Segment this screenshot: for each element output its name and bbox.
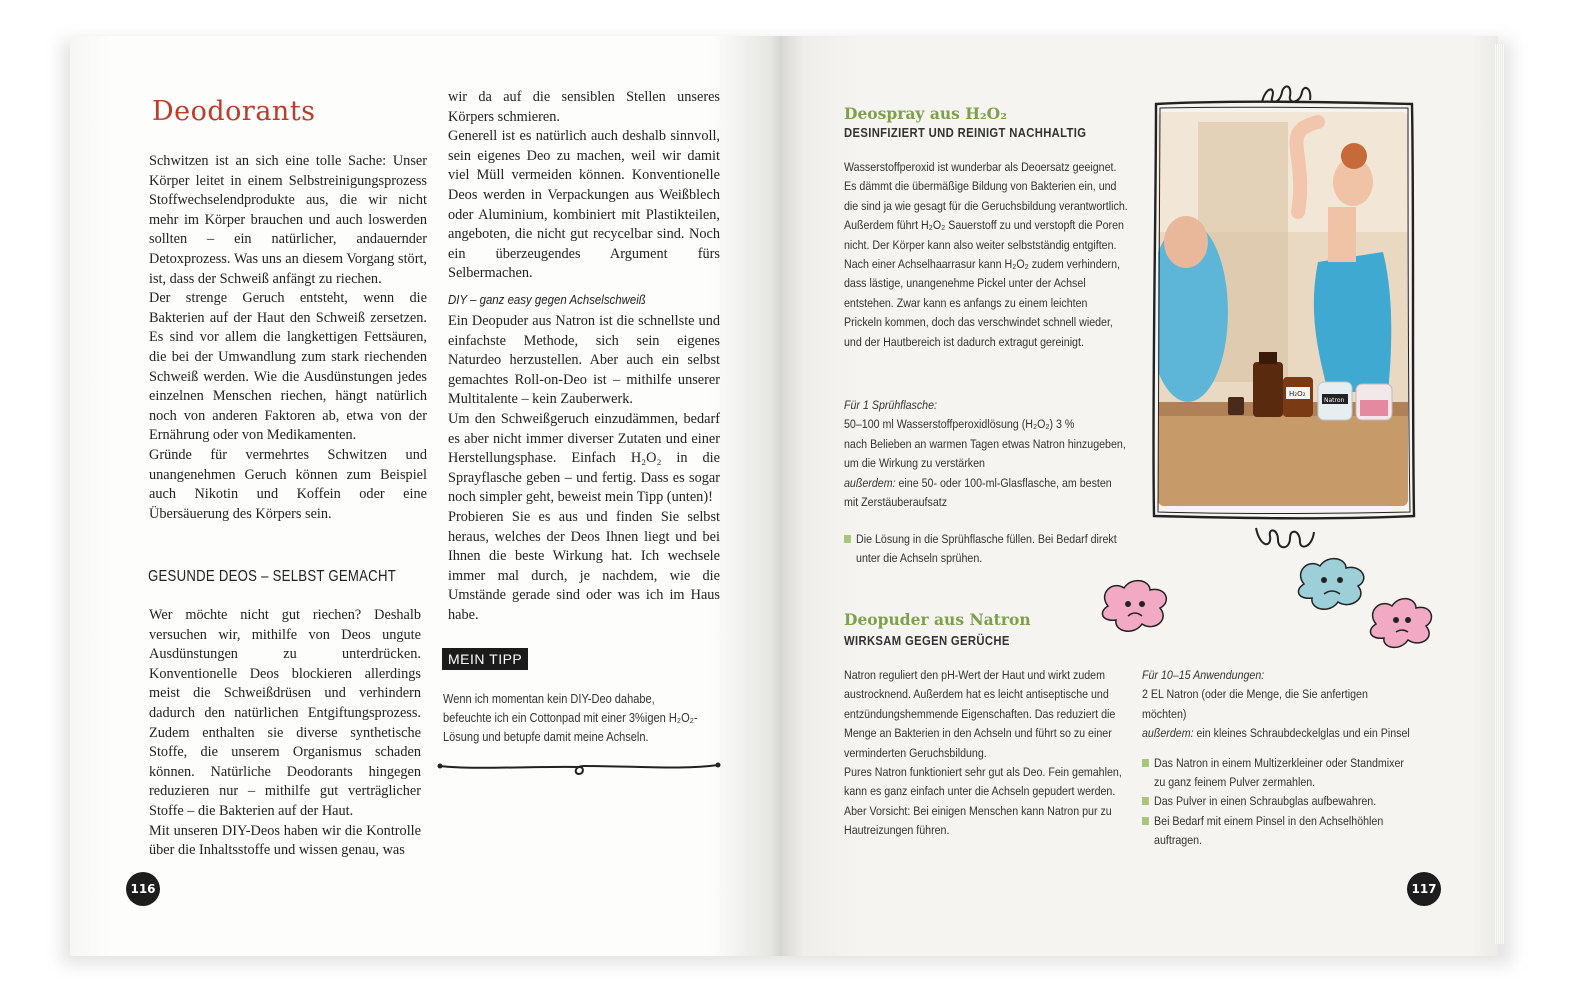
bottle-label: H₂O₂ [1289,390,1306,398]
frame-curl-top-icon [1258,82,1318,104]
bullet-square-icon [1142,797,1149,805]
paragraph: Pures Natron funktioniert sehr gut als Deo. Fein gemahlen, kann es ganz einfach unter die Achseln gepudert werden. Aber Vorsicht: Bei einigen Menschen kann Natron pur zu Hautreizungen führen. [844,765,1122,838]
paragraph: Generell ist es natürlich auch deshalb sinnvoll, sein eigenes Deo zu machen, weil wir damit viel Müll vermeiden können. Konventionelle Deos werden in Verpackungen aus Weißblech oder Aluminium, kombiniert mit Plastikteilen, angeboten, die nicht gut recycelbar sind. Noch ein überzeugendes Argument fürs Selbermachen. [448,128,720,282]
deospray-body [844,158,1128,352]
section-title-deopuder: Deopuder aus Natron [844,610,1031,629]
deospray-step [844,530,1128,569]
step-text: Das Pulver in einen Schraubglas aufbewahren. [1154,794,1377,809]
step-text: Die Lösung in die Sprühflasche füllen. Bei Bedarf direkt unter die Achseln sprühen. [856,532,1117,566]
section-subheading: GESUNDE DEOS – SELBST GEMACHT [148,568,397,585]
ingredient: nach Belieben an warmen Tagen etwas Natron hinzugeben, um die Wirkung zu verstärken [844,436,1126,471]
frame-curl-bottom-icon [1252,524,1318,554]
page-number-right: 117 [1407,872,1441,906]
extra-text: ein kleines Schraubdeckelglas und ein Pinsel [1196,726,1410,741]
bullet-square-icon [1142,817,1149,825]
paragraph: Ein Deopuder aus Natron ist die schnellste und einfachste Methode, sich sein eigenes Naturdeo herzustellen. Aber auch ein selbst gemachtes Roll-on-Deo ist – mithilfe unserer Multitalente – kein Zauberwerk. [448,313,720,408]
jar-label: Natron [1324,397,1345,404]
paragraph: Um den Schweißgeruch einzudämmen, bedarf es aber nicht immer diverser Zutaten und einer Herstellungsphase. Einfach H₂O₂ in die Sprayflasche geben – und fertig. Dass es sogar noch simpler geht, beweist mein Tipp (unten)! [448,410,720,506]
paragraph: wir da auf die sensiblen Stellen unseres Körpers schmieren. [448,89,720,125]
ingredients-heading: Für 1 Sprühflasche: [844,398,938,412]
extra-line [844,474,1128,513]
paragraph: Wasserstoffperoxid ist wunderbar als Deoersatz geeignet. Es dämmt die übermäßige Bildung von Bakterien ein, und die sind ja wie gesagt für die Geruchsbildung verantwortlich. Außerdem führt H₂O₂ Sauerstoff zu und verstopft die Poren nicht. Der Körper kann also weiter selbstständig entgiften. [844,160,1128,252]
column-2-top [448,88,720,284]
column-1-deos [149,606,421,861]
diy-heading: DIY – ganz easy gegen Achselschweiß [448,292,646,307]
decorative-swirl [434,752,724,780]
deopuder-body [844,666,1124,841]
extra-text: eine 50- oder 100-ml-Glasflasche, am besten mit Zerstäuberaufsatz [844,475,1112,510]
paragraph: Wer möchte nicht gut riechen? Deshalb versuchen wir, mithilfe von Deos ungute Ausdünstungen zu unterdrücken. Konventionelle Deos blockieren allerdings meist die Schweißdrüsen und verhindern dadurch den natürlichen Entgiftungsprozess. Zudem enthalten sie diverse synthetische Stoffe, die unserem Organismus schaden können. Natürliche Deodorants hingegen reduzieren nur – mithilfe gut verträglicher Stoffe – die Bakterien auf der Haut. [149,607,421,819]
extra-line [1142,724,1414,743]
deospray-ingredients [844,396,1128,512]
extra-label: außerdem: [1142,726,1194,741]
section-title-deospray: Deospray aus H₂O₂ [844,104,1007,123]
tip-badge: MEIN TIPP [442,648,528,670]
page-number-left: 116 [126,872,160,906]
section-subtitle-deopuder: WIRKSAM GEGEN GERÜCHE [844,634,1010,648]
column-2-diy [448,312,720,626]
step-text: Bei Bedarf mit einem Pinsel in den Achselhöhlen auftragen. [1154,813,1384,848]
paragraph: Nach einer Achselhaarrasur kann H₂O₂ zudem verhindern, dass lästige, unangenehme Pickel unter der Achsel entstehen. Zwar kann es anfangs zu einem leichten Prickeln kommen, doch das verschwindet schnell wieder, und der Hautbereich ist dadurch extragut gereinigt. [844,257,1120,349]
step-text: Das Natron in einem Multizerkleiner oder Standmixer zu ganz feinem Pulver zermahlen. [1154,755,1404,790]
column-1-intro [149,152,427,524]
hand-drawn-frame-icon [1150,96,1418,524]
bullet-square-icon [844,535,851,543]
bacteria-pink-small-icon [1366,594,1438,652]
ingredient: 2 EL Natron (oder die Menge, die Sie anfertigen möchten) [1142,687,1368,721]
paragraph: Der strenge Geruch entsteht, wenn die Bakterien auf der Haut den Schweiß zersetzen. Es sind vor allem die langkettigen Fettsäuren, die bei der Umwandlung zum stark riechenden Schweiß werden. Wie die Ausdünstungen jedes einzelnen Menschen riechen, hängt natürlich noch von anderen Faktoren ab, etwa von der Ernährung oder von Medikamenten. [149,290,427,444]
step-item [1142,754,1414,793]
paragraph: Natron reguliert den pH-Wert der Haut und wirkt zudem austrocknend. Außerdem hat es leicht antiseptische und entzündungshemmende Eigenschaften. Das reduziert die Menge an Bakterien in den Achseln und führt so zu einer verminderten Geruchsbildung. [844,668,1116,760]
ingredient: 50–100 ml Wasserstoffperoxidlösung (H₂O₂) 3 % [844,417,1075,432]
deopuder-ingredients [1142,666,1414,851]
page-title: Deodorants [152,96,316,127]
step-item [1142,812,1414,851]
extra-label: außerdem: [844,475,896,490]
bacteria-blue-icon [1294,554,1372,614]
tip-text: Wenn ich momentan kein DIY-Deo dahabe, befeuchte ich ein Cottonpad mit einer 3%igen H₂O₂-Lösung und betupfe damit meine Achseln. [443,692,698,744]
page-edge [1494,44,1504,944]
paragraph: Schwitzen ist an sich eine tolle Sache: Unser Körper leitet in einem Selbstreinigungsprozess Stoffwechselendprodukte aus, die wir nicht mehr im Körper brauchen und auch loswerden sollten – ein natürlicher, andauernder Detoxprozess. Was uns an diesem Vorgang stört, ist, dass der Schweiß anfängt zu riechen. [149,153,427,287]
paragraph: Gründe für vermehrtes Schwitzen und unangenehmen Geruch können zum Beispiel auch Nikotin und Koffein oder eine Übersäuerung des Körpers sein. [149,446,427,522]
section-subtitle-deospray: DESINFIZIERT UND REINIGT NACHHALTIG [844,126,1087,140]
bullet-square-icon [1142,759,1149,767]
step-item [1142,792,1414,811]
paragraph: Probieren Sie es aus und finden Sie selbst heraus, welches der Deos Ihnen liegt und bei Ihnen die beste Wirkung hat. Ich wechsele immer mal durch, je nachdem, wie die Umstände gerade sind oder was ich im Haus habe. [448,508,720,623]
ingredients-heading: Für 10–15 Anwendungen: [1142,668,1265,682]
bacteria-pink-icon [1098,576,1174,636]
paragraph: Mit unseren DIY-Deos haben wir die Kontrolle über die Inhaltsstoffe und wissen genau, was [149,822,421,859]
